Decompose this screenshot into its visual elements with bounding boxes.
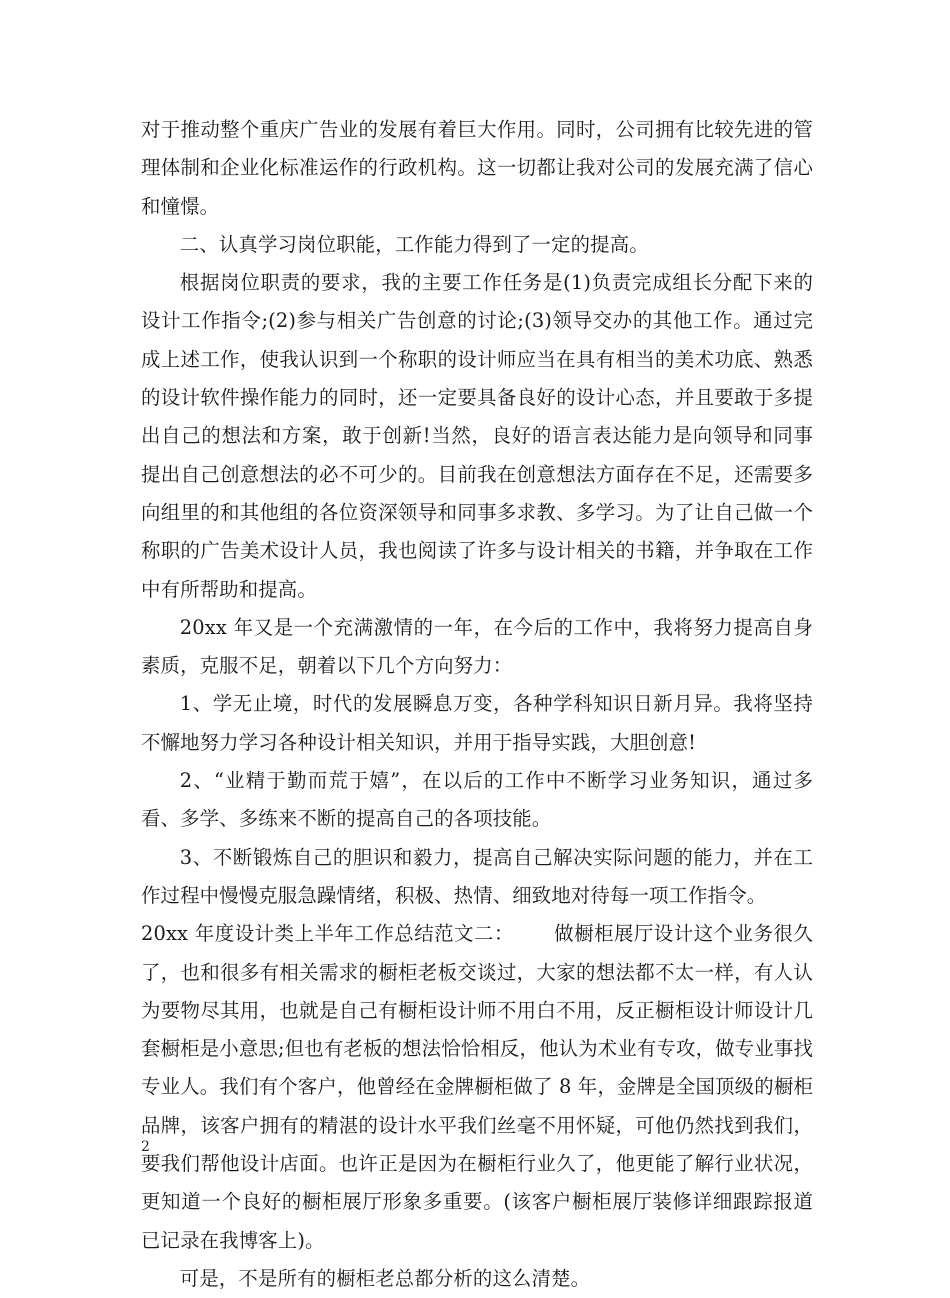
paragraph: 根据岗位职责的要求，我的主要工作任务是(1)负责完成组长分配下来的设计工作指令;(2)参与相关广告创意的讨论;(3)领导交办的其他工作。通过完成上述工作，使我认识到一个称职的设计师应当在具有相当的美术功底、熟悉的设计软件操作能力的同时，还一定要具备良好的设计心态，并且要敢于多提出自己的想法和方案，敢于创新!当然，良好的语言表达能力是向领导和同事提出自己创意想法的必不可少的。目前我在创意想法方面存在不足，还需要多向组里的和其他组的各位资深领导和同事多求教、多学习。为了让自己做一个称职的广告美术设计人员，我也阅读了许多与设计相关的书籍，并争取在工作中有所帮助和提高。	[141, 271, 813, 601]
section-heading: 二、认真学习岗位职能，工作能力得到了一定的提高。	[179, 232, 649, 256]
paragraph: 对于推动整个重庆广告业的发展有着巨大作用。同时，公司拥有比较先进的管理体制和企业化标准运作的行政机构。这一切都让我对公司的发展充满了信心和憧憬。	[141, 118, 813, 218]
body-text	[141, 111, 813, 1298]
page-number: 2	[141, 1139, 150, 1155]
paragraph: 可是，不是所有的橱柜老总都分析的这么清楚。	[179, 1266, 591, 1290]
list-item: 1、学无止境，时代的发展瞬息万变，各种学科知识日新月异。我将坚持不懈地努力学习各种设计相关知识，并用于指导实践，大胆创意!	[141, 692, 813, 754]
list-item: 2、“业精于勤而荒于嬉”，在以后的工作中不断学习业务知识，通过多看、多学、多练来不断的提高自己的各项技能。	[141, 769, 813, 831]
paragraph: 20xx 年度设计类上半年工作总结范文二： 做橱柜展厅设计这个业务很久了，也和很多有相关需求的橱柜老板交谈过，大家的想法都不太一样，有人认为要物尽其用，也就是自己有橱柜设计师不用白不用，反正橱柜设计师设计几套橱柜是小意思;但也有老板的想法恰恰相反，他认为术业有专攻，做专业事找专业人。我们有个客户，他曾经在金牌橱柜做了 8 年，金牌是全国顶级的橱柜品牌，该客户拥有的精湛的设计水平我们丝毫不用怀疑，可他仍然找到我们，要我们帮他设计店面。也许正是因为在橱柜行业久了，他更能了解行业状况，更知道一个良好的橱柜展厅形象多重要。(该客户橱柜展厅装修详细跟踪报道已记录在我博客上)。	[141, 922, 813, 1252]
paragraph: 20xx 年又是一个充满激情的一年，在今后的工作中，我将努力提高自身素质，克服不足，朝着以下几个方向努力：	[141, 615, 813, 678]
list-item: 3、不断锻炼自己的胆识和毅力，提高自己解决实际问题的能力，并在工作过程中慢慢克服急躁情绪，积极、热情、细致地对待每一项工作指令。	[141, 845, 813, 907]
